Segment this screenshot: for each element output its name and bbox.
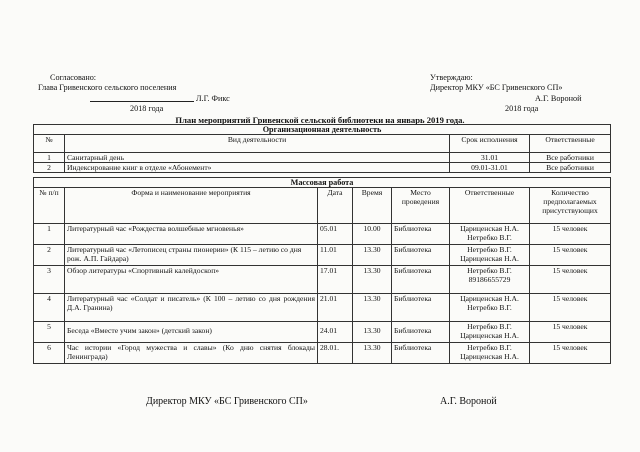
row-count: 15 человек (530, 322, 611, 343)
row-event: Литературный час «Солдат и писатель» (К 100 – летию со дня рождения Д.А. Гранина) (65, 294, 318, 322)
row-responsible-1: Нетребко В.Г. (467, 343, 512, 352)
row-place: Библиотека (392, 343, 450, 364)
signature-line-left (90, 101, 194, 102)
org-row (34, 153, 611, 163)
row-date: 21.01 (318, 294, 353, 322)
row-place: Библиотека (392, 294, 450, 322)
org-table (33, 124, 611, 173)
org-row-term: 09.01-31.01 (450, 163, 530, 173)
row-time: 13.30 (353, 294, 392, 322)
row-event: Литературный час «Летописец страны пионерии» (К 115 – летию со дня рож. А.П. Гайдара) (65, 245, 318, 266)
row-responsible-2: Цариценская Н.А. (460, 254, 519, 263)
row-num: 6 (34, 343, 65, 364)
org-row-activity: Индексирование книг в отделе «Абонемент» (65, 163, 450, 173)
row-date: 28.01. (318, 343, 353, 364)
approval-right-label: Утверждаю: (430, 73, 473, 82)
row-event: Час истории «Город мужества и славы» (Ко дню снятия блокады Ленинграда) (65, 343, 318, 364)
org-row-num: 2 (34, 163, 65, 173)
approval-right-year: 2018 года (505, 104, 539, 113)
mass-header-count: Количество предполагаемых присутствующих (530, 188, 611, 224)
org-row-responsible: Все работники (530, 153, 611, 163)
row-num: 4 (34, 294, 65, 322)
approval-right-signer: А.Г. Вороной (535, 94, 582, 103)
row-date: 05.01 (318, 224, 353, 245)
row-responsible-1: Цариценская Н.А. (460, 224, 519, 233)
row-num: 3 (34, 266, 65, 294)
row-event: Беседа «Вместе учим закон» (детский закон) (65, 322, 318, 343)
row-event: Литературный час «Рождества волшебные мгновенья» (65, 224, 318, 245)
approval-right-position: Директор МКУ «БС Гривенского СП» (430, 83, 563, 92)
table-row (34, 322, 611, 343)
org-row-responsible: Все работники (530, 163, 611, 173)
row-count: 15 человек (530, 294, 611, 322)
mass-header-date: Дата (318, 188, 353, 224)
row-time: 10.00 (353, 224, 392, 245)
approval-left-signer: Л.Г. Фикс (196, 94, 230, 103)
row-date: 24.01 (318, 322, 353, 343)
org-row-activity: Санитарный день (65, 153, 450, 163)
row-responsible-2: 89186655729 (468, 275, 511, 284)
row-place: Библиотека (392, 322, 450, 343)
approval-left-label: Согласовано: (50, 73, 97, 82)
row-date: 17.01 (318, 266, 353, 294)
table-row (34, 343, 611, 364)
row-place: Библиотека (392, 245, 450, 266)
row-place: Библиотека (392, 224, 450, 245)
org-section-heading: Организационная деятельность (34, 125, 611, 135)
footer-signer: А.Г. Вороной (440, 396, 497, 407)
org-row (34, 163, 611, 173)
approval-left-year: 2018 года (130, 104, 164, 113)
mass-header-responsible: Ответственные (450, 188, 530, 224)
org-header-term: Срок исполнения (450, 135, 530, 153)
row-date: 11.01 (318, 245, 353, 266)
table-row (34, 224, 611, 245)
mass-section-heading: Массовая работа (34, 178, 611, 188)
row-num: 1 (34, 224, 65, 245)
row-responsible-1: Нетребко В.Г. (467, 266, 512, 275)
row-responsible-2: Нетребко В.Г. (467, 233, 512, 242)
org-header-num: № (34, 135, 65, 153)
row-time: 13.30 (353, 266, 392, 294)
mass-header-time: Время (353, 188, 392, 224)
org-row-num: 1 (34, 153, 65, 163)
mass-header-place: Место проведения (392, 188, 450, 224)
row-event: Обзор литературы «Спортивный калейдоскоп» (65, 266, 318, 294)
mass-header-event: Форма и наименование мероприятия (65, 188, 318, 224)
row-count: 15 человек (530, 224, 611, 245)
row-responsible-2: Нетребко В.Г. (467, 303, 512, 312)
row-num: 5 (34, 322, 65, 343)
row-responsible-1: Нетребко В.Г. (467, 322, 512, 331)
row-responsible-2: Цариценская Н.А. (460, 331, 519, 340)
row-count: 15 человек (530, 343, 611, 364)
row-num: 2 (34, 245, 65, 266)
approval-left-position: Глава Гривенского сельского поселения (38, 83, 177, 92)
org-row-term: 31.01 (450, 153, 530, 163)
table-row (34, 266, 611, 294)
row-count: 15 человек (530, 245, 611, 266)
row-responsible-1: Цариценская Н.А. (460, 294, 519, 303)
mass-table (33, 177, 611, 364)
row-time: 13.30 (353, 245, 392, 266)
org-header-responsible: Ответственные (530, 135, 611, 153)
footer-position: Директор МКУ «БС Гривенского СП» (146, 396, 308, 407)
row-responsible-2: Цариценская Н.А. (460, 352, 519, 361)
row-responsible-1: Нетребко В.Г. (467, 245, 512, 254)
page-title: План мероприятий Гривенской сельской библиотеки на январь 2019 года. (175, 115, 465, 125)
org-header-activity: Вид деятельности (65, 135, 450, 153)
table-row (34, 245, 611, 266)
table-row (34, 294, 611, 322)
row-time: 13.30 (353, 322, 392, 343)
row-time: 13.30 (353, 343, 392, 364)
row-place: Библиотека (392, 266, 450, 294)
row-count: 15 человек (530, 266, 611, 294)
mass-header-num: № п/п (34, 188, 65, 224)
